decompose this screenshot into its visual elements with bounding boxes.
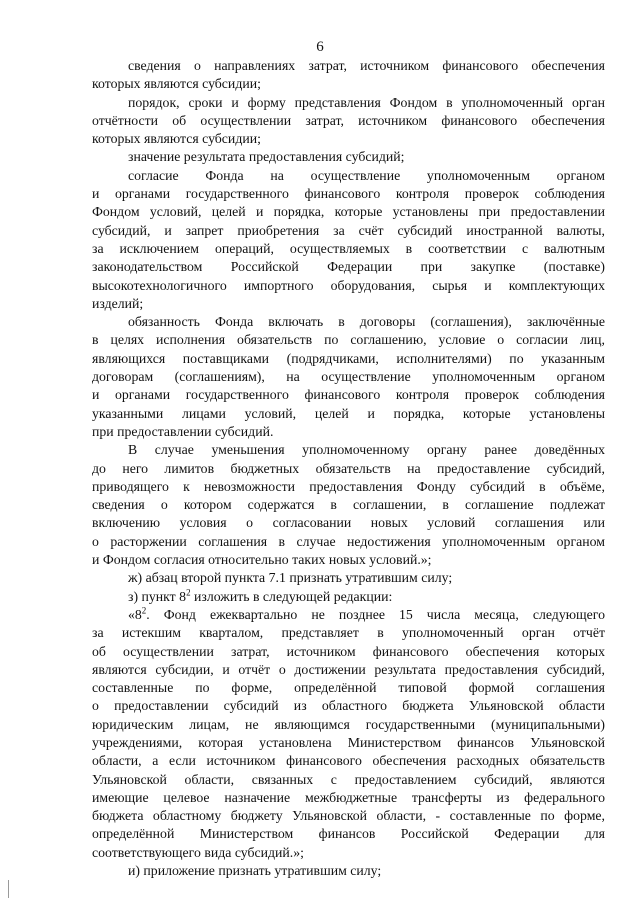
text-line: порядок, сроки и форму представления Фондом в уполномоченный орган [128, 94, 605, 110]
text-line: в целях исполнения обязательств по соглашению, условие о согласии лиц, [92, 332, 605, 348]
left-margin-scan-mark [8, 880, 9, 898]
text-line: области, а если источником финансового обеспечения расходных обязательств [92, 753, 605, 769]
paragraph-p5 [92, 313, 605, 441]
text-line: о предоставлении субсидий из областного бюджета Ульяновской области [92, 698, 605, 714]
text-line: являющихся поставщиками (подрядчиками, исполнителями) по указанным [92, 350, 605, 366]
paragraph-p6 [92, 441, 605, 569]
text-line: сведения о направлениях затрат, источником финансового обеспечения [128, 58, 605, 73]
text-line: субсидий, и запрет приобретения за счёт субсидий иностранной валюты, [92, 222, 605, 238]
paragraph-p9 [92, 606, 605, 862]
text-line: изделий; [92, 295, 144, 311]
paragraph-p7 [92, 569, 605, 587]
text-line: согласие Фонда на осуществление уполномоченным органом [128, 167, 605, 183]
text-line: об осуществлении затрат, источником финансового обеспечения которых [92, 643, 605, 659]
paragraph-p10 [92, 862, 605, 880]
text-line: приводящего к невозможности предоставления Фонду субсидий в объёме, [92, 478, 605, 494]
text-line: составленные по форме, определённой типовой формой соглашения [92, 680, 605, 696]
paragraph-p3 [92, 148, 605, 166]
text-line: и органами государственного финансового контроля проверок соблюдения [92, 387, 605, 403]
text-line: о расторжении соглашения в случае недостижения уполномоченным органом [92, 533, 605, 549]
page-number: 6 [316, 39, 324, 55]
text-line [92, 588, 605, 606]
paragraph-p2 [92, 94, 605, 149]
text-line: включению условия о согласовании новых условий соглашения или [92, 515, 605, 531]
text-line: за истекшим кварталом, представляет в уполномоченный орган отчёт [92, 625, 605, 641]
text-line: имеющие целевое назначение межбюджетные трансферты из федерального [92, 789, 605, 805]
text-line: и Фондом согласия относительно таких новых условий.»; [92, 552, 432, 568]
document-body [92, 57, 605, 880]
text-line: которых являются субсидии; [92, 131, 261, 147]
text-line: соответствующего вида субсидий.»; [92, 844, 304, 860]
superscript: 2 [141, 605, 147, 616]
text-line: учреждениями, которая установлена Министерством финансов Ульяновской [92, 734, 605, 750]
text-line: до него лимитов бюджетных обязательств на предоставление субсидий, [92, 460, 605, 476]
text-line: обязанность Фонда включать в договоры (соглашения), заключённые [128, 314, 605, 330]
paragraph-p4 [92, 167, 605, 313]
text-line: юридическим лицам, не являющимся государственными (муниципальными) [92, 716, 605, 732]
paragraph-p8 [92, 588, 605, 606]
text-line: ж) абзац второй пункта 7.1 признать утратившим силу; [128, 570, 453, 586]
text-fragment: изложить в следующей редакции: [190, 588, 393, 604]
text-line: при предоставлении субсидий. [92, 423, 274, 439]
text-line: определённой Министерством финансов Российской Федерации для [92, 826, 605, 842]
text-line: В случае уменьшения уполномоченному органу ранее доведённых [128, 442, 605, 458]
text-line: которых являются субсидии; [92, 76, 261, 92]
text-fragment: . Фонд ежеквартально не позднее 15 числа месяца, следующего [146, 606, 605, 622]
paragraph-p1 [92, 57, 605, 94]
text-line: высокотехнологичного импортного оборудования, сырья и комплектующих [92, 277, 605, 293]
text-line: бюджета областному бюджету Ульяновской области, - составленные по форме, [92, 808, 605, 824]
superscript: 2 [186, 587, 191, 598]
text-line [92, 606, 605, 624]
text-line: указанными лицами условий, целей и порядка, которые установлены [92, 405, 605, 421]
text-line: за исключением операций, осуществляемых в соответствии с валютным [92, 240, 605, 256]
text-line: Фондом условий, целей и порядка, которые установлены при предоставлении [92, 204, 605, 220]
text-line: значение результата предоставления субсидий; [128, 149, 405, 165]
text-fragment: з) пункт 8 [128, 588, 187, 604]
text-line: Ульяновской области, связанных с предоставлением субсидий, являются [92, 771, 605, 787]
text-line: отчётности об осуществлении затрат, источником финансового обеспечения [92, 112, 605, 128]
text-fragment: «8 [128, 606, 142, 622]
text-line: законодательством Российской Федерации при закупке (поставке) [92, 259, 605, 275]
text-line: и) приложение признать утратившим силу; [128, 863, 382, 879]
text-line: договорам (соглашениям), на осуществление уполномоченным органом [92, 369, 605, 385]
text-line: сведения о котором содержатся в соглашении, в соглашение подлежат [92, 497, 605, 513]
text-line: являются субсидии, и отчёт о достижении результата предоставления субсидий, [92, 661, 605, 677]
text-line: и органами государственного финансового контроля проверок соблюдения [92, 186, 605, 202]
